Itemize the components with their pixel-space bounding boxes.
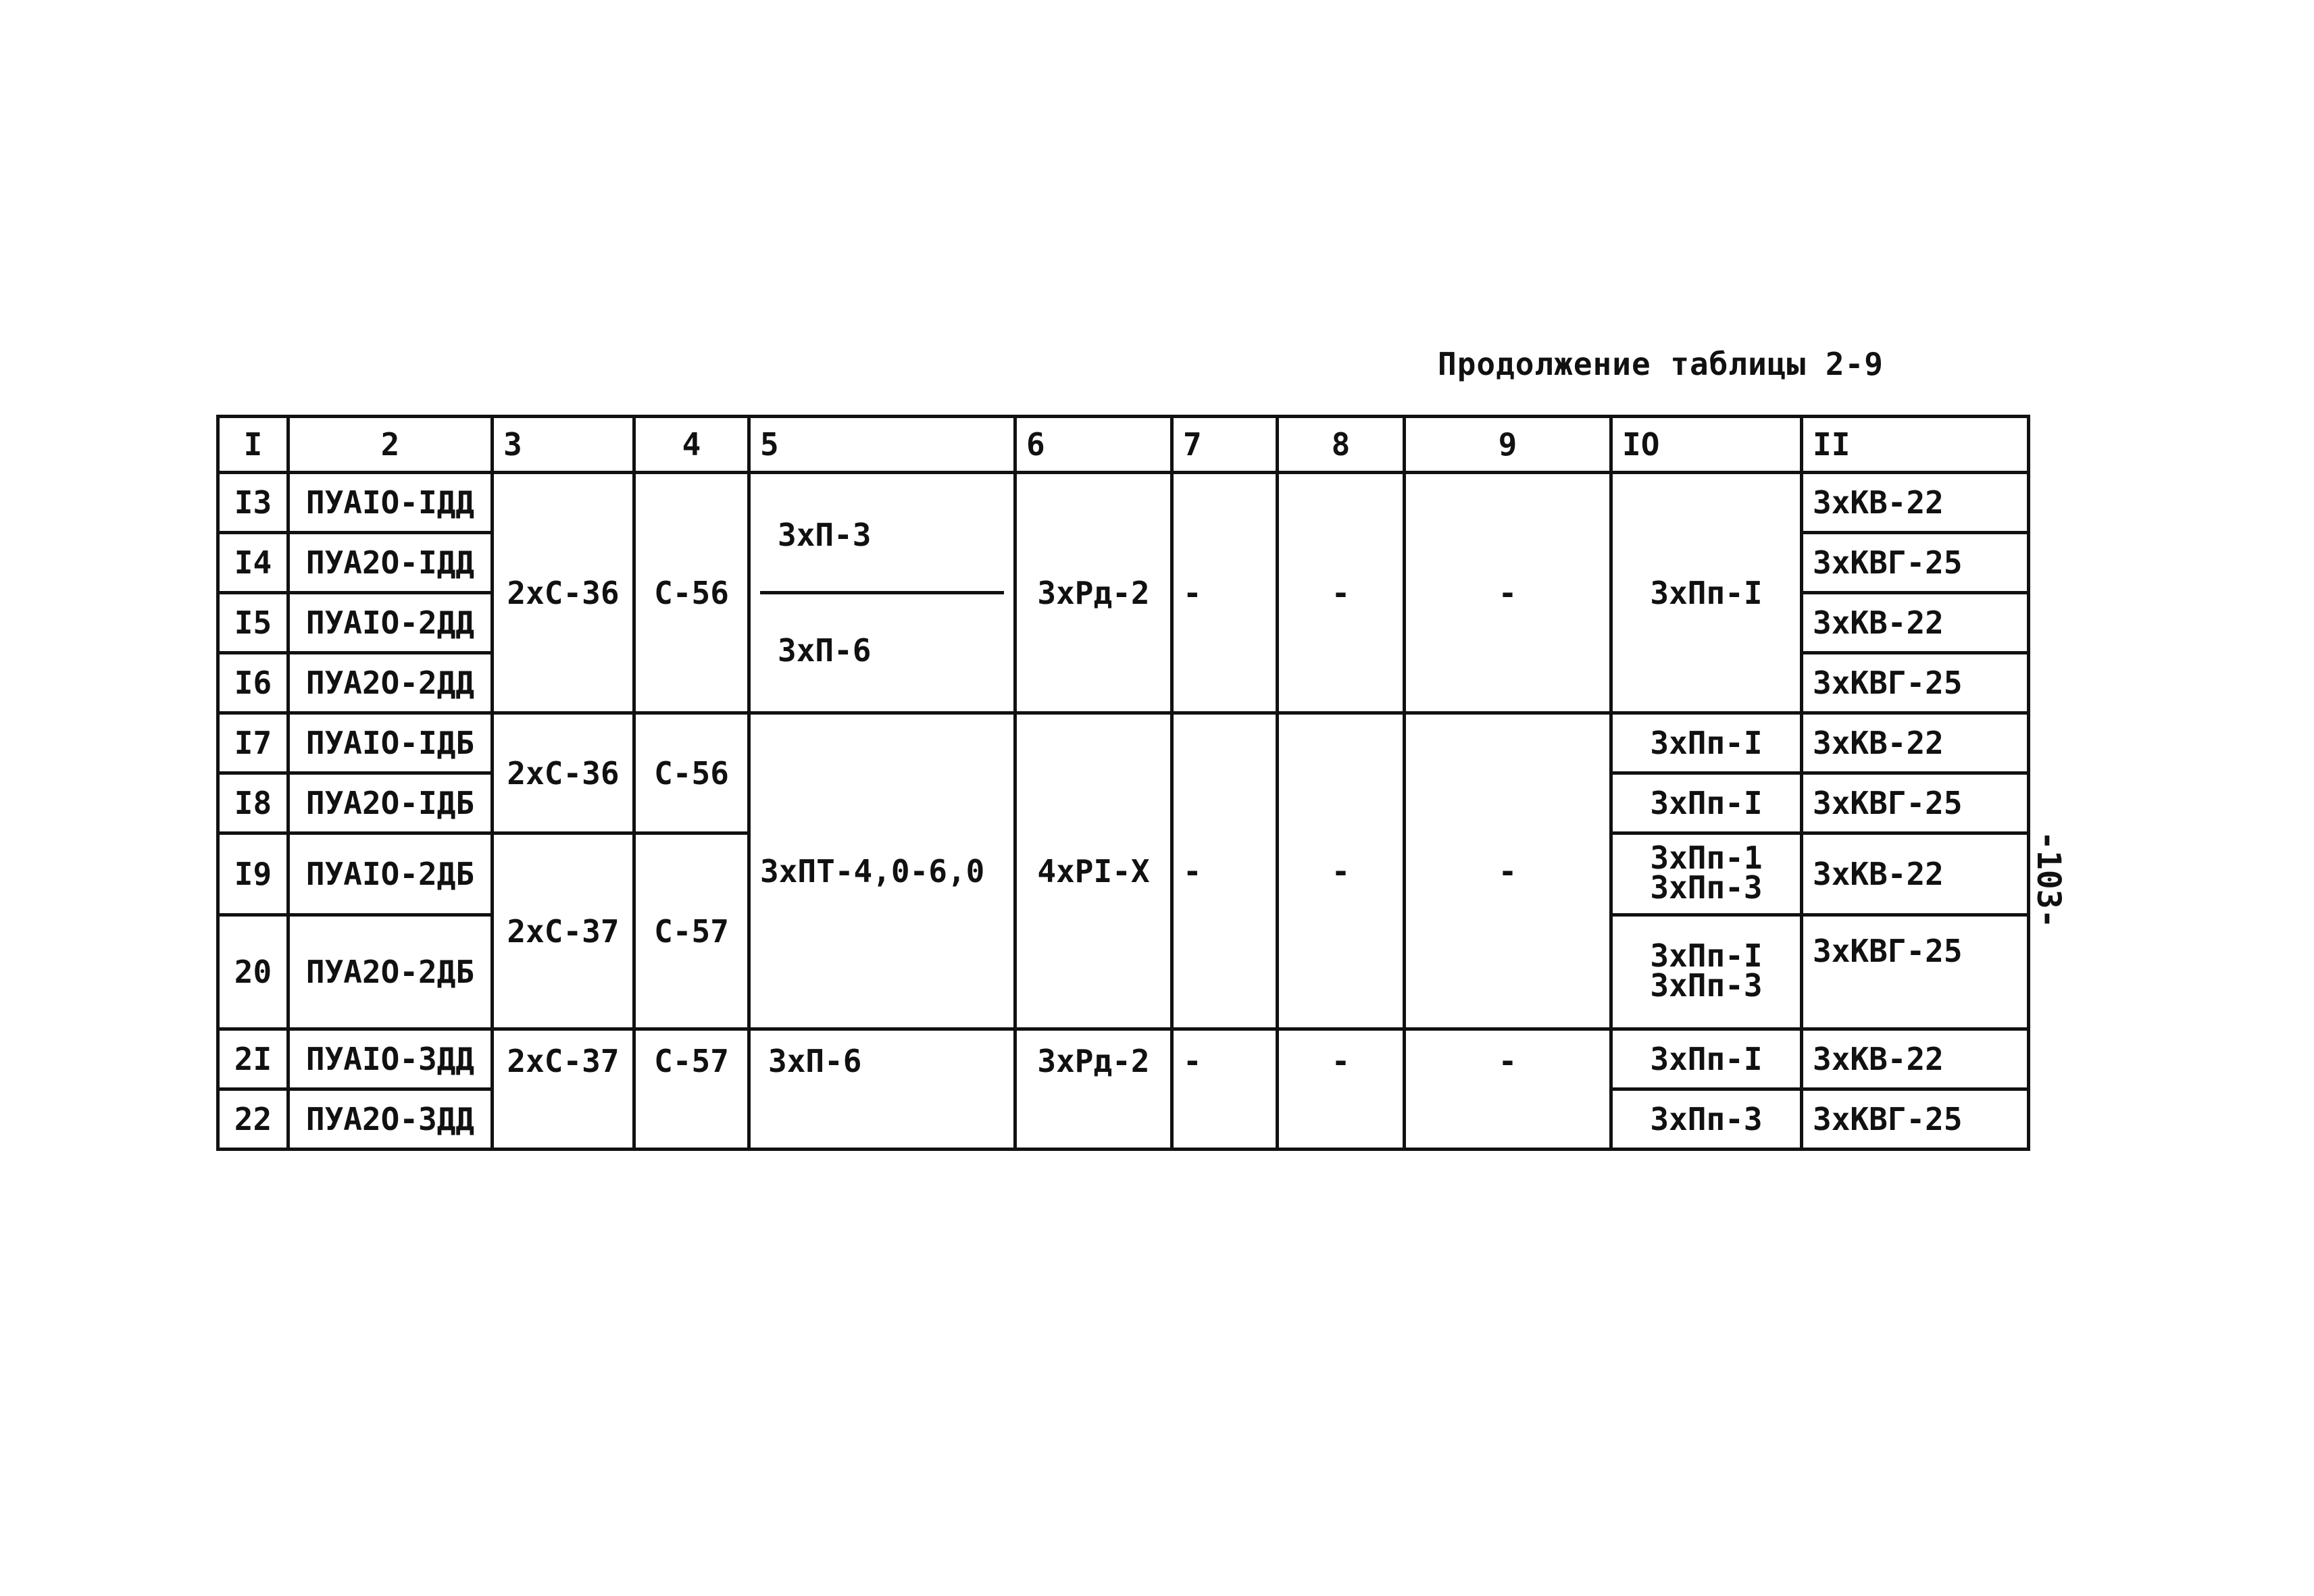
cell-col10 <box>1611 915 1802 1029</box>
cell-col4: С-56 <box>634 713 749 833</box>
cell-col5: 3хПТ-4,0-6,0 <box>749 713 1015 1029</box>
cell-col6: 3хРд-2 <box>1015 473 1172 713</box>
cell-col5 <box>749 473 1015 713</box>
cell-col11: 3хКВ-22 <box>1802 713 2029 773</box>
cell-type: ПУАIO-2ДД <box>288 593 493 653</box>
row-number: 20 <box>218 915 288 1029</box>
cell-col5-bottom: 3хП-6 <box>778 632 872 669</box>
row-number: 2I <box>218 1029 288 1089</box>
cell-type: ПУА2О-3ДД <box>288 1089 493 1150</box>
cell-col3: 2хС-37 <box>493 833 634 1029</box>
row-number: I4 <box>218 533 288 593</box>
cell-col3: 2хС-36 <box>493 713 634 833</box>
column-header: IO <box>1611 417 1802 473</box>
cell-col11: 3хКВ-22 <box>1802 833 2029 915</box>
row-number: I7 <box>218 713 288 773</box>
cell-type: ПУА2О-IДБ <box>288 773 493 833</box>
row-number: I3 <box>218 473 288 533</box>
cell-col7: - <box>1172 1029 1278 1150</box>
cell-type: ПУА2О-2ДБ <box>288 915 493 1029</box>
cell-col7: - <box>1172 713 1278 1029</box>
row-number: I9 <box>218 833 288 915</box>
data-table <box>216 415 2030 1151</box>
cell-col10: 3хПп-I <box>1611 1029 1802 1089</box>
cell-col10-line2: 3хПп-3 <box>1650 869 1763 906</box>
page-number: -103- <box>2030 831 2067 929</box>
cell-col8: - <box>1278 713 1405 1029</box>
column-header: 3 <box>493 417 634 473</box>
cell-col10-line2: 3хПп-3 <box>1650 967 1763 1004</box>
cell-col11: 3хКВ-22 <box>1802 1029 2029 1089</box>
cell-col10-line1: 3хПп-I <box>1650 937 1763 974</box>
cell-col11: 3хКВГ-25 <box>1802 1089 2029 1150</box>
row-number: I5 <box>218 593 288 653</box>
cell-col8: - <box>1278 473 1405 713</box>
cell-col9: - <box>1405 473 1611 713</box>
table-row <box>218 1029 2029 1089</box>
column-header: 2 <box>288 417 493 473</box>
column-header: 5 <box>749 417 1015 473</box>
cell-col3: 2хС-37 <box>493 1029 634 1150</box>
column-header: 9 <box>1405 417 1611 473</box>
cell-col11: 3хКВГ-25 <box>1802 773 2029 833</box>
row-number: I6 <box>218 653 288 713</box>
column-header: II <box>1802 417 2029 473</box>
cell-col5-top: 3хП-3 <box>760 480 1004 595</box>
column-header: 7 <box>1172 417 1278 473</box>
header-row <box>218 417 2029 473</box>
table-row <box>218 473 2029 533</box>
cell-col3: 2хС-36 <box>493 473 634 713</box>
cell-type: ПУАIO-2ДБ <box>288 833 493 915</box>
cell-col11: 3хКВГ-25 <box>1802 533 2029 593</box>
cell-col10: 3хПп-I <box>1611 713 1802 773</box>
table-caption: Продолжение таблицы 2-9 <box>1438 346 1884 382</box>
cell-col6: 3хРд-2 <box>1015 1029 1172 1150</box>
cell-col9: - <box>1405 713 1611 1029</box>
column-header: I <box>218 417 288 473</box>
cell-col11: 3хКВГ-25 <box>1802 653 2029 713</box>
table-row <box>218 713 2029 773</box>
cell-col11: 3хКВГ-25 <box>1802 915 2029 1029</box>
row-number: 22 <box>218 1089 288 1150</box>
cell-col10: 3хПп-I <box>1611 473 1802 713</box>
column-header: 6 <box>1015 417 1172 473</box>
column-header: 8 <box>1278 417 1405 473</box>
cell-type: ПУА2О-IДД <box>288 533 493 593</box>
cell-col10-line1: 3хПп-1 <box>1650 839 1763 876</box>
cell-type: ПУАIO-IДБ <box>288 713 493 773</box>
cell-col4: С-56 <box>634 473 749 713</box>
cell-col6: 4хРI-Х <box>1015 713 1172 1029</box>
cell-col8: - <box>1278 1029 1405 1150</box>
cell-col10 <box>1611 833 1802 915</box>
cell-type: ПУА2О-2ДД <box>288 653 493 713</box>
cell-col9: - <box>1405 1029 1611 1150</box>
cell-col11: 3хКВ-22 <box>1802 473 2029 533</box>
cell-col10: 3хПп-I <box>1611 773 1802 833</box>
column-header: 4 <box>634 417 749 473</box>
cell-col4: С-57 <box>634 1029 749 1150</box>
cell-col4: С-57 <box>634 833 749 1029</box>
cell-col5: 3хП-6 <box>749 1029 1015 1150</box>
cell-col10: 3хПп-3 <box>1611 1089 1802 1150</box>
cell-type: ПУАIO-3ДД <box>288 1029 493 1089</box>
cell-col7: - <box>1172 473 1278 713</box>
cell-col11: 3хКВ-22 <box>1802 593 2029 653</box>
cell-type: ПУАIO-IДД <box>288 473 493 533</box>
row-number: I8 <box>218 773 288 833</box>
